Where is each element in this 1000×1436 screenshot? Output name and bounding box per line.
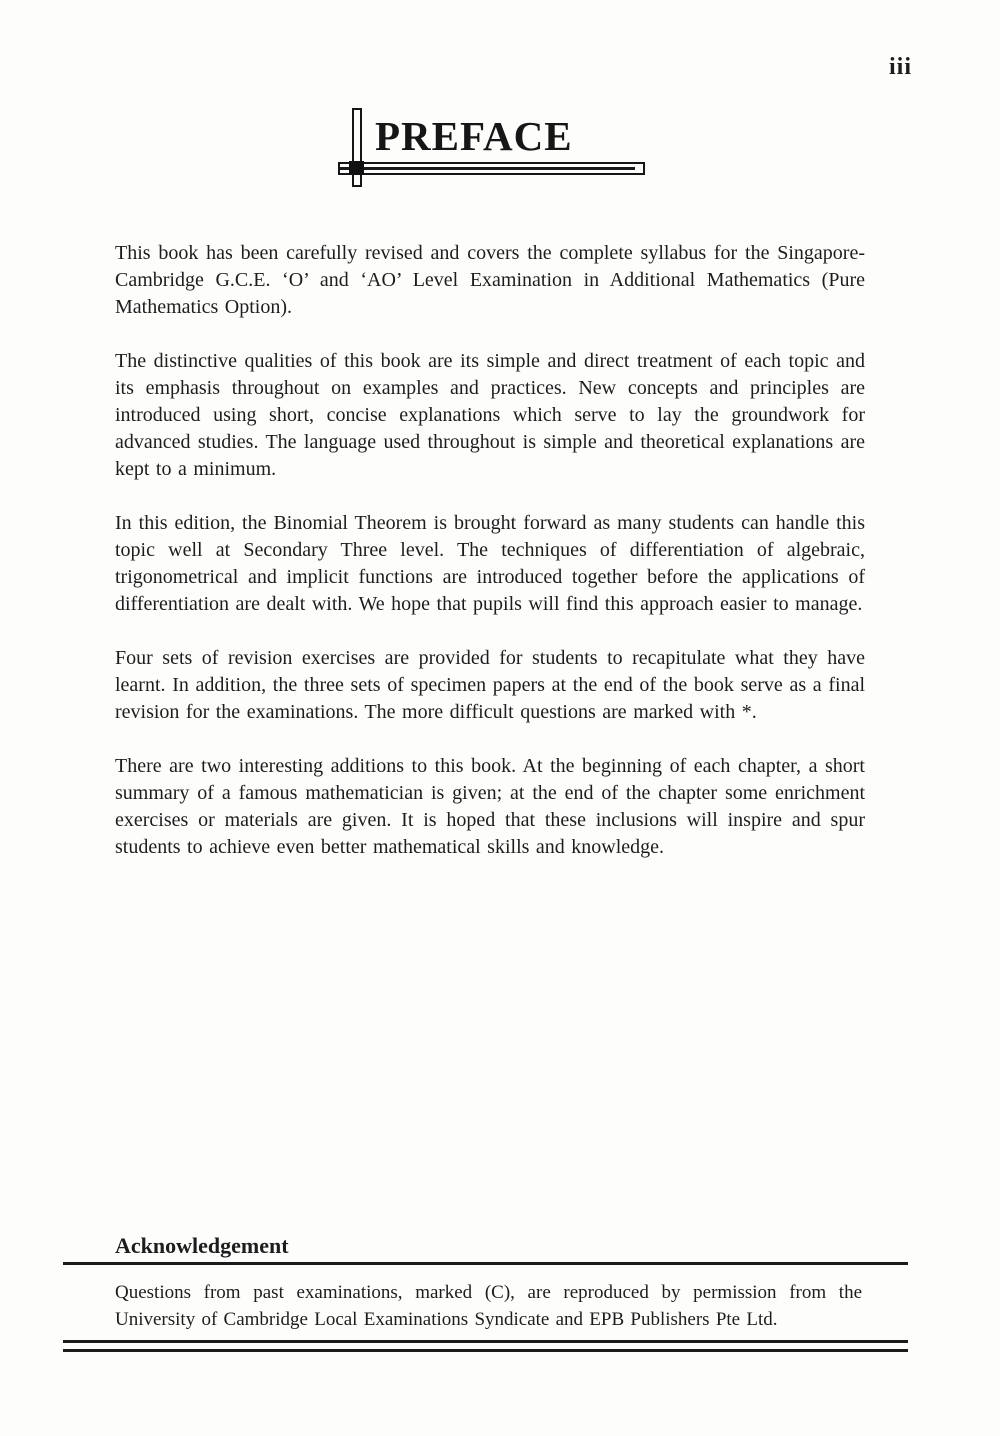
acknowledgement-text: Questions from past examinations, marked (C), are reproduced by permission from the University of Cambridge Local Examinations Syndicate and EPB Publishers Pte Ltd. [115,1282,862,1330]
preface-horizontal-rule [338,162,645,175]
acknowledgement-bottom-rule-2 [63,1349,908,1352]
preface-rule-stripe [340,167,635,170]
preface-body [115,240,865,888]
preface-header [0,0,1000,200]
acknowledgement-top-rule [63,1262,908,1265]
paragraph-2: The distinctive qualities of this book are its simple and direct treatment of each topic and its emphasis throughout on examples and practices. New concepts and principles are introduced using short, concise explanations which serve to lay the groundwork for advanced studies. The language used throughout is simple and theoretical explanations are kept to a minimum. [115,350,865,480]
paragraph-4: Four sets of revision exercises are provided for students to recapitulate what they have learnt. In addition, the three sets of specimen papers at the end of the book serve as a final revision for the examinations. The more difficult questions are marked with *. [115,647,865,723]
page-number: iii [889,54,913,80]
preface-cross-square [349,161,364,175]
acknowledgement-heading: Acknowledgement [115,1233,289,1258]
acknowledgement-section [63,1233,908,1330]
preface-vertical-rule [352,108,362,187]
paragraph-5: There are two interesting additions to this book. At the beginning of each chapter, a short summary of a famous mathematician is given; at the end of the chapter some enrichment exercises or materials are given. It is hoped that these inclusions will inspire and spur students to achieve even better mathematical skills and knowledge. [115,755,865,858]
paragraph-3: In this edition, the Binomial Theorem is brought forward as many students can handle this topic well at Secondary Three level. The techniques of differentiation of algebraic, trigonometrical and implicit functions are introduced together before the applications of differentiation are dealt with. We hope that pupils will find this approach easier to manage. [115,512,865,615]
page-title: PREFACE [375,113,573,159]
paragraph-1: This book has been carefully revised and covers the complete syllabus for the Singapore-Cambridge G.C.E. ‘O’ and ‘AO’ Level Examination in Additional Mathematics (Pure Mathematics Option). [115,242,865,318]
acknowledgement-bottom-rule-1 [63,1340,908,1343]
